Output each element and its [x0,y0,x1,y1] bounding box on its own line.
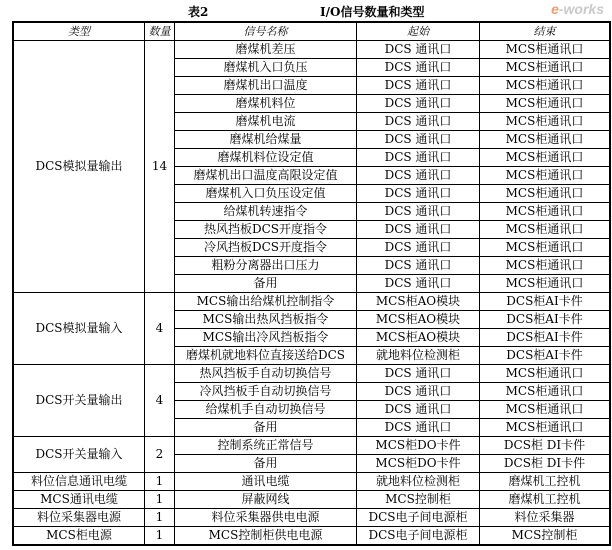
start-cell: DCS 通讯口 [357,185,480,203]
end-cell: 磨煤机工控机 [480,473,611,491]
count-cell: 1 [145,491,175,509]
count-cell: 4 [145,365,175,437]
start-cell: 就地料位检测柜 [357,347,480,365]
end-cell: MCS柜通讯口 [480,95,611,113]
end-cell: DCS柜AI卡件 [480,329,611,347]
start-cell: DCS 通讯口 [357,113,480,131]
end-cell: DCS柜 DI卡件 [480,437,611,455]
start-cell: DCS 通讯口 [357,275,480,293]
table-title: I/O信号数量和类型 [320,5,425,19]
signal-name-cell: 备用 [175,455,357,473]
end-cell: MCS柜通讯口 [480,401,611,419]
end-cell: 磨煤机工控机 [480,491,611,509]
type-cell: MCS通讯电缆 [13,491,145,509]
start-cell: DCS 通讯口 [357,203,480,221]
start-cell: MCS柜AO模块 [357,293,480,311]
end-cell: MCS柜通讯口 [480,383,611,401]
type-cell: MCS柜电源 [13,527,145,546]
watermark-logo: e-works [551,1,604,17]
end-cell: DCS柜AI卡件 [480,293,611,311]
header-signal-name: 信号名称 [175,22,357,41]
end-cell: MCS柜通讯口 [480,131,611,149]
end-cell: MCS柜通讯口 [480,257,611,275]
table-row [13,473,610,491]
end-cell: MCS柜通讯口 [480,275,611,293]
start-cell: 就地料位检测柜 [357,473,480,491]
type-cell: DCS模拟量输出 [13,41,145,293]
end-cell: MCS柜通讯口 [480,419,611,437]
table-row [13,41,610,59]
signal-name-cell: 给煤机手自动切换信号 [175,401,357,419]
start-cell: DCS电子间电源柜 [357,509,480,527]
signal-name-cell: 冷风挡板DCS开度指令 [175,239,357,257]
start-cell: MCS控制柜 [357,491,480,509]
start-cell: DCS 通讯口 [357,131,480,149]
end-cell: DCS柜AI卡件 [480,311,611,329]
start-cell: DCS 通讯口 [357,149,480,167]
end-cell: MCS柜通讯口 [480,239,611,257]
start-cell: MCS柜DO卡件 [357,455,480,473]
count-cell: 1 [145,527,175,546]
count-cell: 2 [145,437,175,473]
start-cell: DCS 通讯口 [357,77,480,95]
signal-name-cell: 磨煤机入口负压 [175,59,357,77]
header-row [13,22,610,41]
table-row [13,527,610,546]
start-cell: MCS柜AO模块 [357,329,480,347]
end-cell: MCS柜通讯口 [480,221,611,239]
signal-name-cell: 通讯电缆 [175,473,357,491]
count-cell: 1 [145,509,175,527]
table-row [13,365,610,383]
start-cell: DCS 通讯口 [357,59,480,77]
signal-name-cell: 料位采集器供电电源 [175,509,357,527]
count-cell: 4 [145,293,175,365]
signal-name-cell: 冷风挡板手自动切换信号 [175,383,357,401]
signal-name-cell: 磨煤机料位设定值 [175,149,357,167]
end-cell: DCS柜AI卡件 [480,347,611,365]
start-cell: DCS 通讯口 [357,167,480,185]
type-cell: 料位采集器电源 [13,509,145,527]
table-body [13,41,610,546]
signal-name-cell: 磨煤机入口负压设定值 [175,185,357,203]
signal-name-cell: 磨煤机料位 [175,95,357,113]
signal-name-cell: 给煤机转速指令 [175,203,357,221]
signal-name-cell: 磨煤机给煤量 [175,131,357,149]
header-type: 类型 [13,22,145,41]
start-cell: DCS电子间电源柜 [357,527,480,546]
end-cell: MCS柜通讯口 [480,41,611,59]
end-cell: MCS柜通讯口 [480,113,611,131]
end-cell: MCS柜通讯口 [480,185,611,203]
signal-name-cell: 屏蔽网线 [175,491,357,509]
signal-name-cell: 备用 [175,419,357,437]
start-cell: DCS 通讯口 [357,95,480,113]
type-cell: DCS开关量输入 [13,437,145,473]
end-cell: MCS柜通讯口 [480,365,611,383]
start-cell: MCS柜DO卡件 [357,437,480,455]
header-start: 起始 [357,22,480,41]
signal-name-cell: 备用 [175,275,357,293]
type-cell: DCS开关量输出 [13,365,145,437]
start-cell: DCS 通讯口 [357,401,480,419]
table-row [13,293,610,311]
signal-name-cell: 磨煤机出口温度 [175,77,357,95]
end-cell: MCS柜通讯口 [480,149,611,167]
end-cell: 料位采集器 [480,509,611,527]
io-signal-table [12,21,611,546]
signal-name-cell: MCS输出冷风挡板指令 [175,329,357,347]
end-cell: MCS柜通讯口 [480,167,611,185]
signal-name-cell: 磨煤机出口温度高限设定值 [175,167,357,185]
signal-name-cell: MCS控制柜供电电源 [175,527,357,546]
signal-name-cell: MCS输出热风挡板指令 [175,311,357,329]
start-cell: DCS 通讯口 [357,383,480,401]
signal-name-cell: 控制系统正常信号 [175,437,357,455]
start-cell: DCS 通讯口 [357,365,480,383]
start-cell: DCS 通讯口 [357,221,480,239]
count-cell: 14 [145,41,175,293]
start-cell: DCS 通讯口 [357,41,480,59]
signal-name-cell: MCS输出给煤机控制指令 [175,293,357,311]
count-cell: 1 [145,473,175,491]
start-cell: DCS 通讯口 [357,257,480,275]
end-cell: MCS柜通讯口 [480,77,611,95]
signal-name-cell: 热风挡板手自动切换信号 [175,365,357,383]
header-count: 数量 [145,22,175,41]
type-cell: DCS模拟量输入 [13,293,145,365]
signal-name-cell: 磨煤机差压 [175,41,357,59]
header-end: 结束 [480,22,611,41]
start-cell: MCS柜AO模块 [357,311,480,329]
signal-name-cell: 粗粉分离器出口压力 [175,257,357,275]
table-number: 表2 [188,5,209,19]
end-cell: MCS柜通讯口 [480,59,611,77]
signal-name-cell: 磨煤机就地料位直接送给DCS [175,347,357,365]
end-cell: DCS柜 DI卡件 [480,455,611,473]
table-row [13,509,610,527]
table-caption [0,3,612,19]
start-cell: DCS 通讯口 [357,419,480,437]
signal-name-cell: 热风挡板DCS开度指令 [175,221,357,239]
start-cell: DCS 通讯口 [357,239,480,257]
type-cell: 料位信息通讯电缆 [13,473,145,491]
table-row [13,437,610,455]
end-cell: MCS控制柜 [480,527,611,546]
signal-name-cell: 磨煤机电流 [175,113,357,131]
end-cell: MCS柜通讯口 [480,203,611,221]
table-row [13,491,610,509]
